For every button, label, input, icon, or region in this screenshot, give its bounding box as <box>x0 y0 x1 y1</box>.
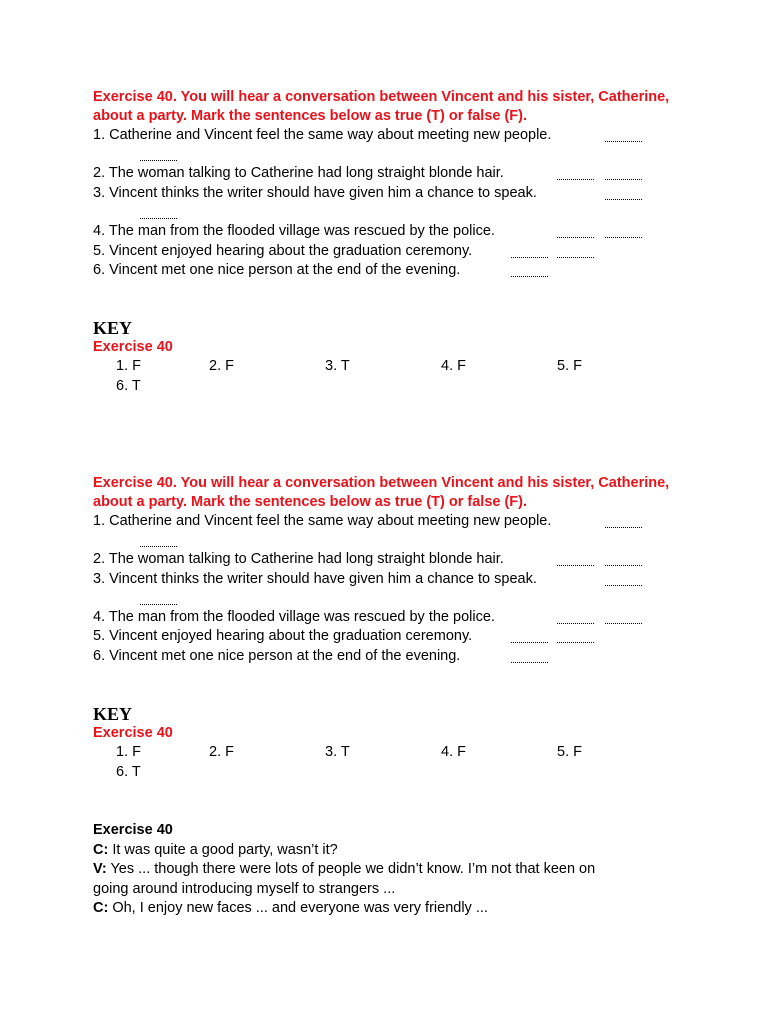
answer-6: 6. T <box>116 378 141 394</box>
dialogue-text: It was quite a good party, wasn’t it? <box>108 842 338 858</box>
speaker-label: C: <box>93 842 109 858</box>
statement-5: 5. Vincent enjoyed hearing about the graduation ceremony. <box>93 628 473 644</box>
answer-blank[interactable] <box>511 642 548 643</box>
answer-3: 3. T <box>325 358 350 374</box>
transcript-line <box>93 900 488 916</box>
answer-blank[interactable] <box>605 179 642 180</box>
answer-blank[interactable] <box>605 585 642 586</box>
answer-blank[interactable] <box>605 237 642 238</box>
answer-blank[interactable] <box>557 257 594 258</box>
transcript-title: Exercise 40 <box>93 822 173 838</box>
statement-3: 3. Vincent thinks the writer should have given him a chance to speak. <box>93 571 537 587</box>
dialogue-text: Oh, I enjoy new faces ... and everyone was very friendly ... <box>108 900 488 916</box>
answer-blank[interactable] <box>140 546 177 547</box>
transcript-line <box>93 881 395 897</box>
statement-1: 1. Catherine and Vincent feel the same way about meeting new people. <box>93 513 552 529</box>
statement-3: 3. Vincent thinks the writer should have given him a chance to speak. <box>93 185 537 201</box>
answer-blank[interactable] <box>140 160 177 161</box>
answer-blank[interactable] <box>140 604 177 605</box>
answer-blank[interactable] <box>140 218 177 219</box>
dialogue-text: Yes ... though there were lots of people we didn’t know. I’m not that keen on <box>106 861 596 877</box>
speaker-label: V: <box>93 861 107 877</box>
answer-blank[interactable] <box>557 565 594 566</box>
exercise-heading-line2: about a party. Mark the sentences below as true (T) or false (F). <box>93 494 528 510</box>
exercise-heading-line1: Exercise 40. You will hear a conversation between Vincent and his sister, Catherine, <box>93 89 670 105</box>
answer-4: 4. F <box>441 358 466 374</box>
answer-blank[interactable] <box>605 141 642 142</box>
statement-1: 1. Catherine and Vincent feel the same way about meeting new people. <box>93 127 552 143</box>
key-title: KEY <box>93 704 133 724</box>
answer-4: 4. F <box>441 744 466 760</box>
answer-5: 5. F <box>557 358 582 374</box>
key-exercise-label: Exercise 40 <box>93 725 173 741</box>
answer-blank[interactable] <box>605 565 642 566</box>
answer-blank[interactable] <box>511 276 548 277</box>
answer-1: 1. F <box>116 358 141 374</box>
statement-6: 6. Vincent met one nice person at the end of the evening. <box>93 262 461 278</box>
answer-3: 3. T <box>325 744 350 760</box>
transcript-line <box>93 861 595 877</box>
answer-blank[interactable] <box>511 257 548 258</box>
answer-2: 2. F <box>209 358 234 374</box>
answer-1: 1. F <box>116 744 141 760</box>
answer-blank[interactable] <box>557 623 594 624</box>
statement-4: 4. The man from the flooded village was rescued by the police. <box>93 223 495 239</box>
key-exercise-label: Exercise 40 <box>93 339 173 355</box>
statement-2: 2. The woman talking to Catherine had long straight blonde hair. <box>93 551 504 567</box>
exercise-heading-line2: about a party. Mark the sentences below as true (T) or false (F). <box>93 108 528 124</box>
answer-2: 2. F <box>209 744 234 760</box>
transcript-line <box>93 842 338 858</box>
answer-blank[interactable] <box>605 199 642 200</box>
answer-blank[interactable] <box>511 662 548 663</box>
exercise-heading-line1: Exercise 40. You will hear a conversation between Vincent and his sister, Catherine, <box>93 475 670 491</box>
answer-6: 6. T <box>116 764 141 780</box>
answer-5: 5. F <box>557 744 582 760</box>
key-title: KEY <box>93 318 133 338</box>
dialogue-text: going around introducing myself to strangers ... <box>93 881 396 897</box>
statement-6: 6. Vincent met one nice person at the end of the evening. <box>93 648 461 664</box>
statement-5: 5. Vincent enjoyed hearing about the graduation ceremony. <box>93 243 473 259</box>
statement-2: 2. The woman talking to Catherine had long straight blonde hair. <box>93 165 504 181</box>
answer-blank[interactable] <box>557 642 594 643</box>
answer-blank[interactable] <box>557 179 594 180</box>
answer-blank[interactable] <box>557 237 594 238</box>
answer-blank[interactable] <box>605 623 642 624</box>
statement-4: 4. The man from the flooded village was rescued by the police. <box>93 609 495 625</box>
answer-blank[interactable] <box>605 527 642 528</box>
speaker-label: C: <box>93 900 109 916</box>
